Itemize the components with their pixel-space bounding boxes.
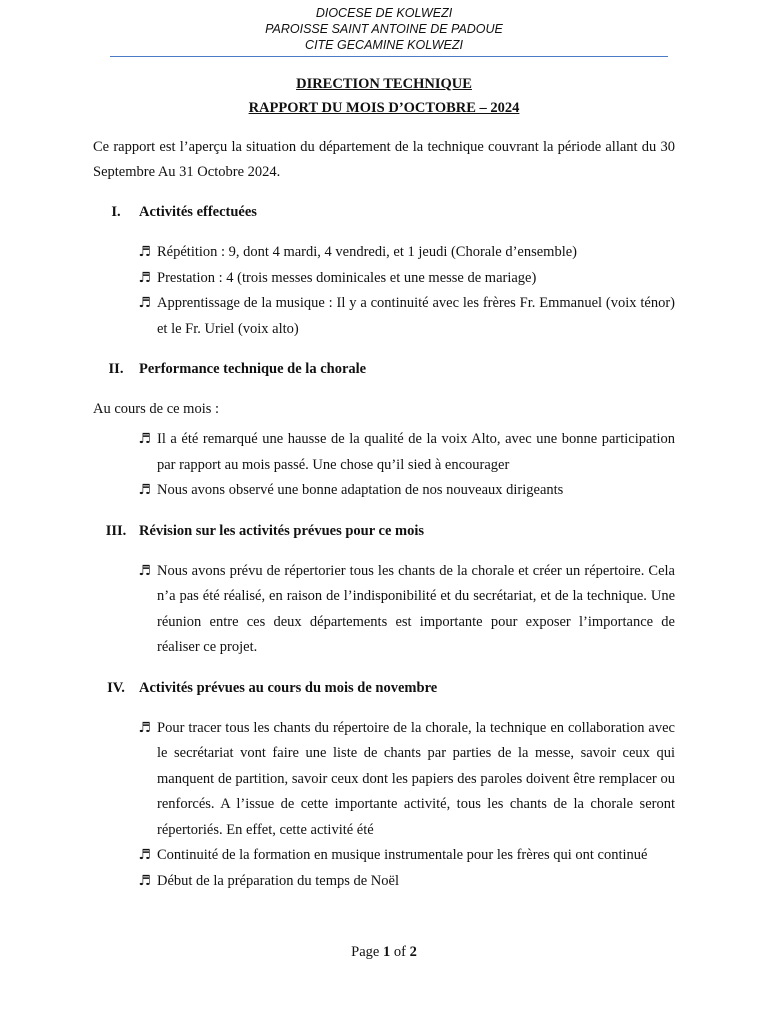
page-footer [0,944,768,961]
list-item [93,266,675,292]
title-direction: DIRECTION TECHNIQUE [296,76,472,92]
music-note-icon: ♬ [138,431,151,447]
list-item-text: Début de la préparation du temps de Noël [157,872,399,889]
music-note-icon: ♬ [138,872,151,889]
list-item-text: Continuité de la formation en musique instrumentale pour les frères qui ont continué [157,847,648,863]
section-heading-4 [93,676,675,701]
list-item-text: Nous avons prévu de répertorier tous les chants de la chorale et créer un répertoire. Cela n’a pas été réalisé, en raison de l’indisponibilité et du secrétariat, et de la technique. Une réunion entre ces deux départements est importante pour exposer l’importance de réaliser ce projet. [157,562,675,655]
list-item [93,869,675,895]
section-heading-3 [93,519,675,544]
section-title: Révision sur les activités prévues pour ce mois [139,522,425,539]
letterhead-city: CITE GECAMINE KOLWEZI [305,38,463,52]
section-number: III. [105,522,127,539]
section-number: IV. [107,679,125,696]
title-report: RAPPORT DU MOIS D’OCTOBRE – 2024 [248,100,520,116]
bullet-list-3 [93,559,675,661]
list-item [93,559,675,661]
bullet-list-2 [93,427,675,504]
section-title: Performance technique de la chorale [139,361,367,377]
section-title: Activités effectuées [139,204,257,220]
list-item-text: Il a été remarqué une hausse de la qualité de la voix Alto, avec une bonne participation par rapport au mois passé. Une chose qu’il sied à encourager [157,431,675,473]
list-item [93,843,675,869]
document-body [93,135,675,894]
document-titles [0,72,768,120]
header-divider [110,56,668,57]
bullet-list-4 [93,716,675,895]
bullet-list-1 [93,240,675,342]
page-of: of [393,944,406,960]
list-item [93,291,675,342]
section-number: I. [111,204,121,220]
list-item-text: Pour tracer tous les chants du répertoire de la chorale, la technique en collaboration avec le secrétariat vont faire une liste de chants par parties de la messe, savoir ceux qui manquent de partition, savoir ceux dont les papiers des paroles doivent être remplacer ou renforcés. A l’issue de cette importante activité, tous les chants de la chorale seront répertoriés. En effet, cette activité été [157,719,675,838]
section-lead: Au cours de ce mois : [93,401,220,417]
music-note-icon: ♬ [138,562,151,579]
section-title: Activités prévues au cours du mois de novembre [139,679,438,696]
page-label: Page [351,944,380,960]
section-number: II. [108,361,124,377]
list-item-text: Apprentissage de la musique : Il y a continuité avec les frères Fr. Emmanuel (voix ténor) et le Fr. Uriel (voix alto) [157,295,675,337]
music-note-icon: ♬ [138,269,151,286]
list-item-text: Nous avons observé une bonne adaptation de nos nouveaux dirigeants [157,482,564,498]
letterhead-parish: PAROISSE SAINT ANTOINE DE PADOUE [265,22,503,36]
letterhead [0,5,768,53]
intro-paragraph: Ce rapport est l’aperçu la situation du département de la technique couvrant la période allant du 30 Septembre Au 31 Octobre 2024. [93,139,675,180]
music-note-icon: ♬ [138,244,151,260]
music-note-icon: ♬ [138,295,151,311]
list-item-text: Répétition : 9, dont 4 mardi, 4 vendredi, et 1 jeudi (Chorale d’ensemble) [157,244,577,260]
list-item [93,240,675,266]
list-item [93,478,675,504]
section-heading-2 [93,357,675,382]
list-item-text: Prestation : 4 (trois messes dominicales et une messe de mariage) [157,269,537,286]
page-total: 2 [409,944,417,960]
list-item [93,427,675,478]
section-heading-1 [93,200,675,225]
page-current: 1 [382,944,391,960]
letterhead-diocese: DIOCESE DE KOLWEZI [315,6,453,20]
music-note-icon: ♬ [138,719,151,736]
list-item [93,716,675,844]
music-note-icon: ♬ [138,847,151,863]
music-note-icon: ♬ [138,482,151,498]
